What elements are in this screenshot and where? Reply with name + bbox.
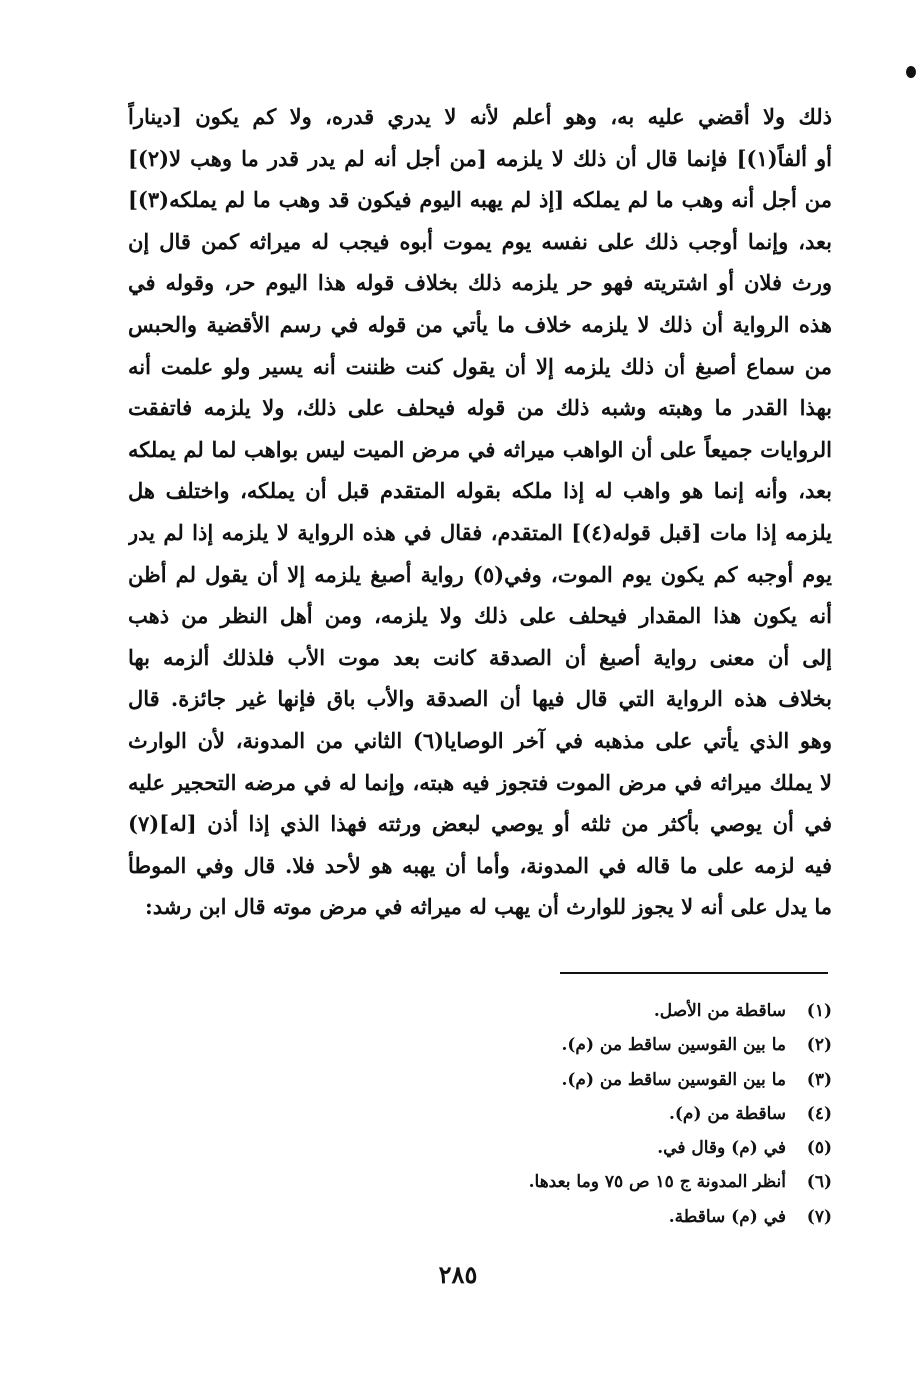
- footnote-number: (٧): [806, 1206, 832, 1227]
- body-line: يلزمه إذا مات [قبل قوله(٤)] المتقدم، فقال في هذه الرواية لا يلزمه إذا لم يدر: [128, 519, 832, 545]
- footnote-text: ما بين القوسين ساقط من (م).: [561, 1069, 786, 1090]
- body-line: هذه الرواية أن ذلك لا يلزمه خلاف ما يأتي من قوله في رسم الأقضية والحبس: [128, 311, 832, 337]
- footnote-text: ساقطة من (م).: [668, 1103, 786, 1124]
- body-line: ورث فلان أو اشتريته فهو حر يلزمه ذلك بخلاف قوله هذا اليوم حر، وقوله في: [128, 270, 832, 296]
- footnote-item: [380, 1200, 832, 1234]
- body-line: بعد، وإنما أوجب ذلك على نفسه يوم يموت أبوه فيجب له ميراثه كمن قال إن: [128, 228, 832, 254]
- body-line: ما يدل على أنه لا يجوز للوارث أن يهب له ميراثه في مرض موته قال ابن رشد:: [145, 894, 832, 920]
- body-line: فيه لزمه على ما قاله في المدونة، وأما أن يهبه هو لأحد فلا. قال وفي الموطأ: [128, 852, 832, 878]
- body-line: بخلاف هذه الرواية التي قال فيها أن الصدقة والأب باق فإنها غير جائزة. قال: [128, 686, 832, 712]
- footnotes: [380, 994, 832, 1234]
- body-line: يوم أوجبه كم يكون يوم الموت، وفي(٥) رواية أصبغ يلزمه إلا أن يقول لم أظن: [128, 561, 832, 587]
- footnote-number: (٤): [806, 1103, 832, 1124]
- footnote-number: (١): [806, 1001, 832, 1021]
- footnote-number: (٦): [806, 1172, 832, 1193]
- body-line: الروايات جميعاً على أن الواهب ميراثه في مرض الميت ليس بواهب لما لم يملكه: [128, 436, 832, 462]
- footnote-item: [380, 1165, 832, 1199]
- body-line: أو ألفاً(١)] فإنما قال أن ذلك لا يلزمه [من أجل أنه لم يدر قدر ما وهب لا(٢)]: [128, 145, 832, 171]
- page-number: ٢٨٥: [438, 1260, 478, 1289]
- footnote-item: [380, 994, 832, 1028]
- footnote-text: أنظر المدونة ج ١٥ ص ٧٥ وما بعدها.: [528, 1172, 786, 1193]
- footnote-text: ساقطة من الأصل.: [653, 1001, 786, 1021]
- body-line: بهذا القدر ما وهبته وشبه ذلك من قوله فيحلف على ذلك، ولا يلزمه فاتفقت: [128, 395, 832, 421]
- body-text: [128, 96, 832, 928]
- body-line: في أن يوصي بأكثر من ثلثه أو يوصي لبعض ورثته فهذا الذي إذا أذن [له](٧): [128, 811, 832, 837]
- body-line: ذلك ولا أقضي عليه به، وهو أعلم لأنه لا يدري قدره، ولا كم يكون [ديناراً: [128, 104, 832, 129]
- body-line: لا يملك ميراثه في مرض الموت فتجوز فيه هبته، وإنما له في مرضه التحجير عليه: [128, 769, 832, 795]
- body-line: بعد، وأنه إنما هو واهب له إذا ملكه بقوله المتقدم قبل أن يملكه، واختلف هل: [128, 478, 832, 504]
- footnote-text: في (م) ساقطة.: [668, 1206, 786, 1227]
- footnote-number: (٢): [806, 1035, 832, 1056]
- footnote-text: في (م) وقال في.: [657, 1138, 786, 1159]
- body-line: من أجل أنه وهب ما لم يملكه [إذ لم يهبه اليوم فيكون قد وهب ما لم يملكه(٣)]: [128, 187, 832, 213]
- margin-mark: [906, 66, 916, 78]
- footnote-item: [380, 1131, 832, 1165]
- body-line: أنه يكون هذا المقدار فيحلف على ذلك ولا يلزمه، ومن أهل النظر من ذهب: [128, 603, 832, 629]
- footnote-number: (٣): [806, 1069, 832, 1090]
- body-line: إلى أن معنى رواية أصبغ أن الصدقة كانت بعد موت الأب فلذلك ألزمه بها: [128, 644, 832, 670]
- footnote-item: [380, 1063, 832, 1097]
- body-line: من سماع أصبغ أن ذلك يلزمه إلا أن يقول كنت ظننت أنه يسير ولو علمت أنه: [128, 353, 832, 379]
- footnote-text: ما بين القوسين ساقط من (م).: [561, 1035, 786, 1056]
- footnote-number: (٥): [806, 1138, 832, 1159]
- body-line: وهو الذي يأتي على مذهبه في آخر الوصايا(٦) الثاني من المدونة، لأن الوارث: [128, 727, 832, 753]
- footnote-separator: [560, 972, 828, 974]
- footnote-item: [380, 1028, 832, 1062]
- footnote-item: [380, 1097, 832, 1131]
